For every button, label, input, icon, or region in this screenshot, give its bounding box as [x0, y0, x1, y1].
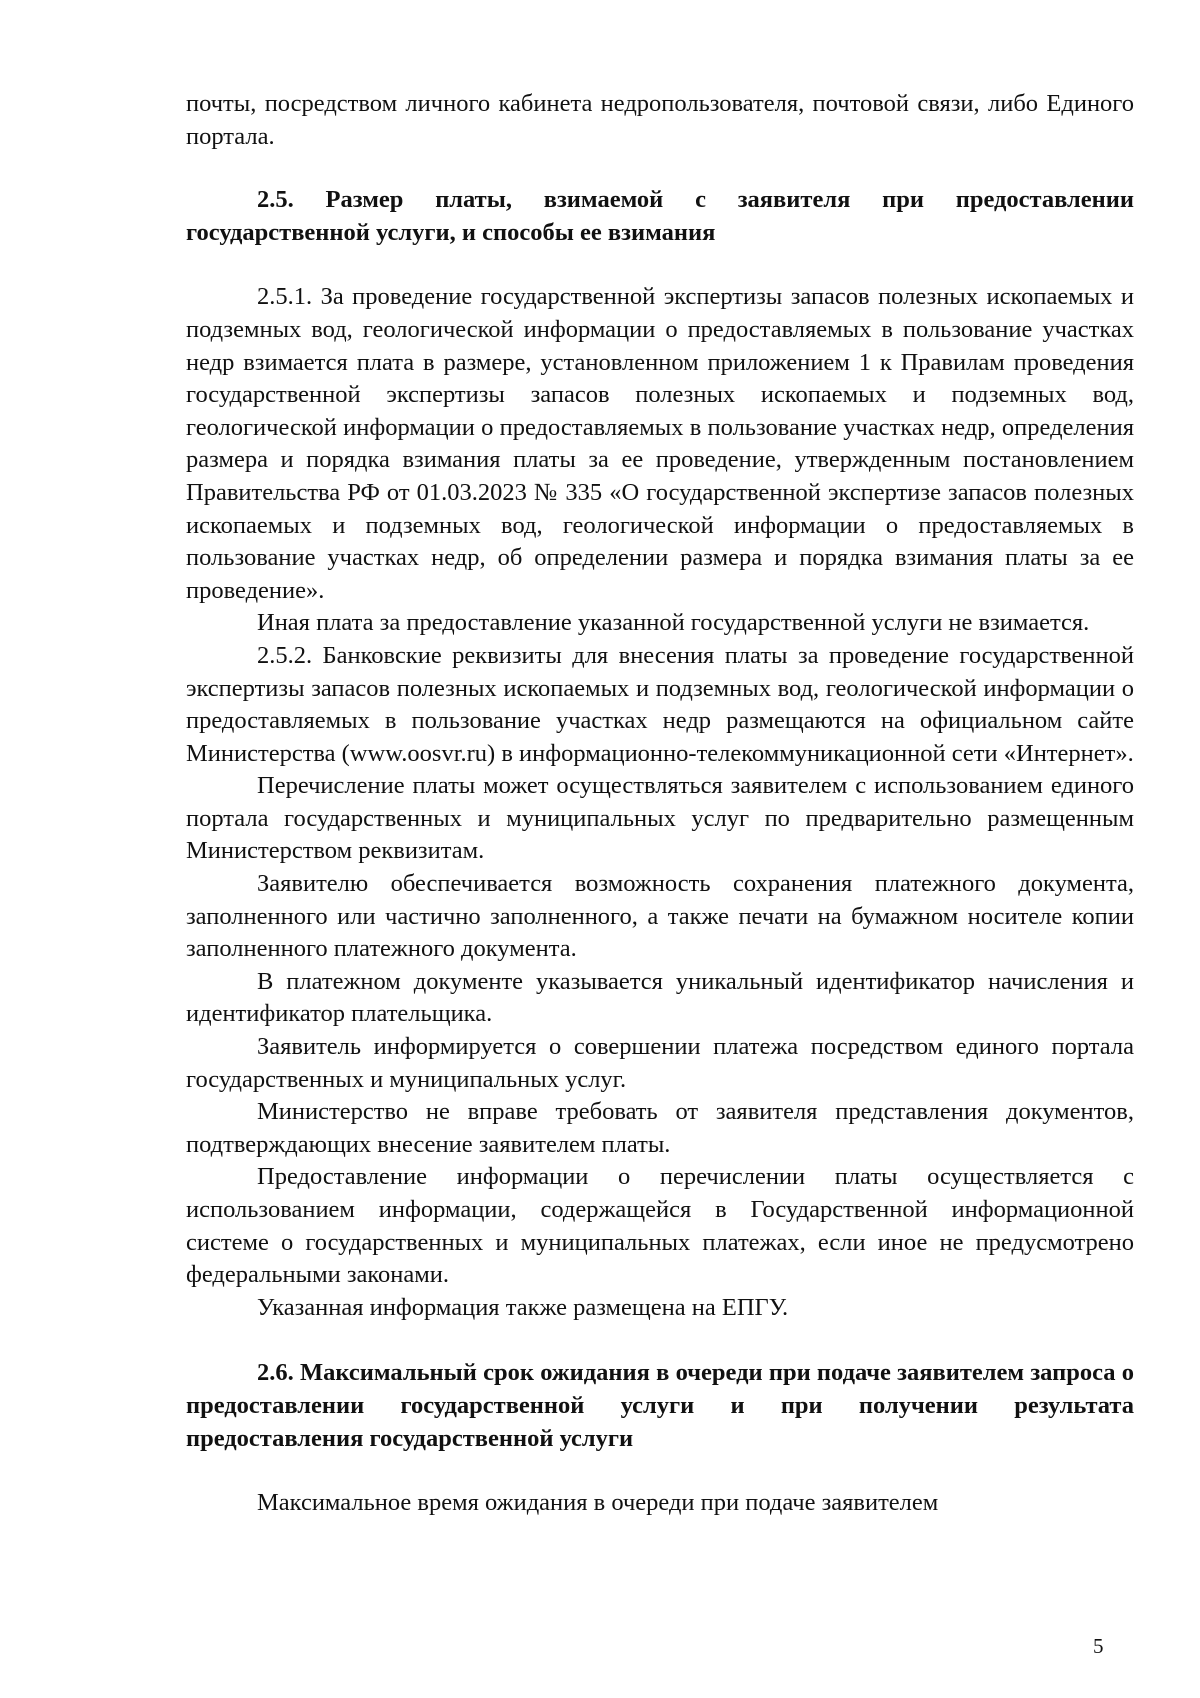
paragraph-payment-document-saving: Заявителю обеспечивается возможность сохранения платежного документа, заполненного или частично заполненного, а также печати на бумажном носителе копии заполненного платежного документа. [186, 870, 1134, 963]
paragraph-2-5-2: 2.5.2. Банковские реквизиты для внесения платы за проведение государственной экспертизы запасов полезных ископаемых и подземных вод, геологической информации о предоставляемых в пользование участках недр размещаются на официальном сайте Министерства (www.oosvr.ru) в информационно-телекоммуникационной сети «Интернет». [186, 641, 1134, 767]
paragraph-other-fee: Иная плата за предоставление указанной государственной услуги не взимается. [257, 609, 1090, 637]
intro-paragraph: почты, посредством личного кабинета недропользователя, почтовой связи, либо Единого портала. [186, 90, 1134, 150]
paragraph-payment-information: Предоставление информации о перечислении платы осуществляется с использованием информации, содержащейся в Государственной информационной системе о государственных и муниципальных платежах, если иное не предусмотрено федеральными законами. [186, 1163, 1134, 1289]
document-body [186, 88, 1134, 1520]
section-2-6-first-paragraph: Максимальное время ожидания в очереди при подаче заявителем [257, 1489, 939, 1517]
page-number: 5 [1093, 1634, 1104, 1658]
section-2-6-heading: 2.6. Максимальный срок ожидания в очереди при подаче заявителем запроса о предоставлении государственной услуги и при получении результата предоставления государственной услуги [186, 1359, 1134, 1452]
paragraph-2-5-1: 2.5.1. За проведение государственной экспертизы запасов полезных ископаемых и подземных вод, геологической информации о предоставляемых в пользование участках недр взимается плата в размере, установленном приложением 1 к Правилам проведения государственной экспертизы запасов полезных ископаемых и подземных вод, геологической информации о предоставляемых в пользование участках недр, определения размера и порядка взимания платы за ее проведение, утвержденным постановлением Правительства РФ от 01.03.2023 № 335 «О государственной экспертизе запасов полезных ископаемых и подземных вод, геологической информации о предоставляемых в пользование участках недр, об определении размера и порядка взимания платы за ее проведение». [186, 283, 1134, 604]
paragraph-payment-transfer: Перечисление платы может осуществляться заявителем с использованием единого портала государственных и муниципальных услуг по предварительно размещенным Министерством реквизитам. [186, 772, 1134, 865]
paragraph-ministry-restriction: Министерство не вправе требовать от заявителя представления документов, подтверждающих внесение заявителем платы. [186, 1098, 1134, 1158]
paragraph-payment-notification: Заявитель информируется о совершении платежа посредством единого портала государственных и муниципальных услуг. [186, 1033, 1134, 1093]
paragraph-epgu-information: Указанная информация также размещена на ЕПГУ. [257, 1293, 789, 1321]
section-2-5-heading: 2.5. Размер платы, взимаемой с заявителя при предоставлении государственной услуги, и способы ее взимания [186, 186, 1134, 246]
paragraph-payment-identifiers: В платежном документе указывается уникальный идентификатор начисления и идентификатор плательщика. [186, 967, 1134, 1028]
